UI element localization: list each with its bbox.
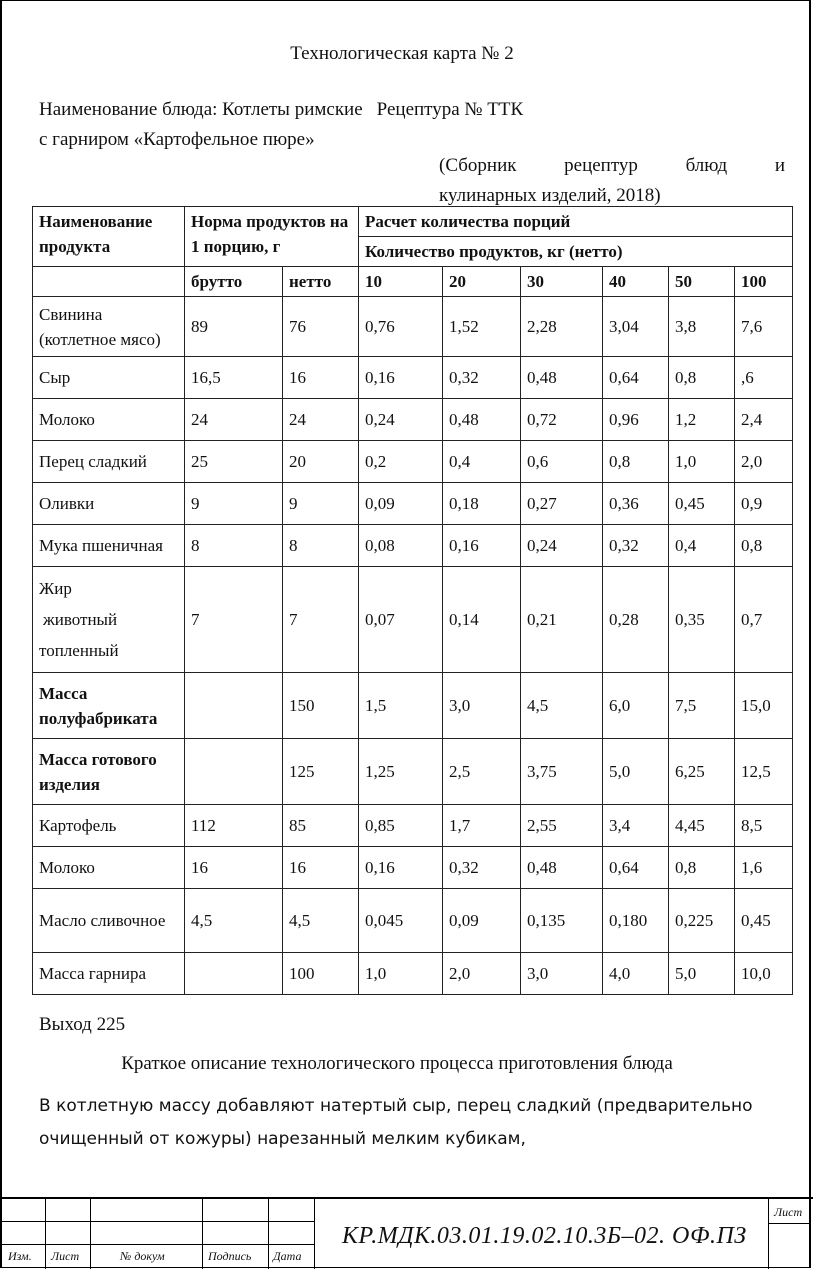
table-row (33, 525, 793, 567)
qty-40: 5,0 (603, 739, 669, 805)
header-calc: Расчет количества порций (359, 207, 793, 237)
table-row (33, 953, 793, 995)
qty-50: 0,35 (669, 567, 735, 673)
brutto-value: 4,5 (185, 889, 283, 953)
table-row (33, 889, 793, 953)
qty-30: 4,5 (521, 673, 603, 739)
product-name: Масло сливочное (33, 889, 185, 953)
qty-50: 1,2 (669, 399, 735, 441)
header-portion-30: 30 (521, 267, 603, 297)
product-name: Свинина (котлетное мясо) (33, 297, 185, 357)
qty-100: 15,0 (735, 673, 793, 739)
qty-30: 3,0 (521, 953, 603, 995)
recipe-number: Рецептура № ТТК (376, 99, 524, 120)
header-empty (33, 267, 185, 297)
recipe-source (439, 151, 785, 211)
qty-50: 0,225 (669, 889, 735, 953)
qty-20: 2,5 (443, 739, 521, 805)
qty-40: 0,32 (603, 525, 669, 567)
qty-40: 4,0 (603, 953, 669, 995)
qty-20: 2,0 (443, 953, 521, 995)
netto-value: 24 (283, 399, 359, 441)
brutto-value: 8 (185, 525, 283, 567)
brutto-value: 25 (185, 441, 283, 483)
qty-50: 5,0 (669, 953, 735, 995)
qty-30: 2,55 (521, 805, 603, 847)
qty-50: 0,8 (669, 357, 735, 399)
qty-40: 0,28 (603, 567, 669, 673)
qty-100: 8,5 (735, 805, 793, 847)
page-title: Технологическая карта № 2 (290, 43, 514, 64)
brutto-value: 16 (185, 847, 283, 889)
qty-10: 0,85 (359, 805, 443, 847)
product-name: Масса готового изделия (33, 739, 185, 805)
product-name-line-1: Жир (39, 579, 72, 598)
header-portion-20: 20 (443, 267, 521, 297)
qty-20: 0,09 (443, 889, 521, 953)
qty-10: 0,2 (359, 441, 443, 483)
qty-20: 0,32 (443, 357, 521, 399)
product-name: Перец сладкий (33, 441, 185, 483)
netto-value: 85 (283, 805, 359, 847)
ingredients-table (32, 206, 793, 995)
document-code: КР.МДК.03.01.19.02.10.3Б–02. ОФ.ПЗ (342, 1223, 747, 1249)
qty-10: 0,76 (359, 297, 443, 357)
qty-20: 0,4 (443, 441, 521, 483)
product-name: Молоко (33, 399, 185, 441)
netto-value: 8 (283, 525, 359, 567)
product-name: Масса полуфабриката (33, 673, 185, 739)
qty-10: 0,16 (359, 357, 443, 399)
qty-30: 0,135 (521, 889, 603, 953)
qty-40: 6,0 (603, 673, 669, 739)
stamp-izm-label: Изм. (8, 1249, 32, 1263)
qty-10: 1,25 (359, 739, 443, 805)
qty-30: 0,21 (521, 567, 603, 673)
qty-50: 0,45 (669, 483, 735, 525)
header-portion-100: 100 (735, 267, 793, 297)
qty-20: 0,48 (443, 399, 521, 441)
qty-30: 0,48 (521, 357, 603, 399)
header-norm: Норма продуктов на 1 порцию, г (185, 207, 359, 267)
table-row (33, 357, 793, 399)
qty-100: 0,9 (735, 483, 793, 525)
qty-10: 0,16 (359, 847, 443, 889)
source-line-2: кулинарных изделий, 2018) (439, 185, 661, 206)
table-row (33, 399, 793, 441)
table-row (33, 805, 793, 847)
dish-garnish: с гарниром «Картофельное пюре» (39, 129, 315, 150)
product-name (33, 567, 185, 673)
qty-10: 0,045 (359, 889, 443, 953)
qty-30: 3,75 (521, 739, 603, 805)
brutto-value: 24 (185, 399, 283, 441)
qty-30: 0,72 (521, 399, 603, 441)
qty-40: 0,64 (603, 357, 669, 399)
product-name: Сыр (33, 357, 185, 399)
qty-20: 0,32 (443, 847, 521, 889)
qty-40: 0,96 (603, 399, 669, 441)
product-name: Масса гарнира (33, 953, 185, 995)
netto-value: 16 (283, 357, 359, 399)
qty-30: 0,24 (521, 525, 603, 567)
qty-10: 1,5 (359, 673, 443, 739)
table-row (33, 441, 793, 483)
qty-40: 3,04 (603, 297, 669, 357)
yield-output: Выход 225 (39, 1014, 126, 1035)
qty-10: 0,08 (359, 525, 443, 567)
qty-50: 0,8 (669, 847, 735, 889)
qty-20: 0,16 (443, 525, 521, 567)
product-name: Молоко (33, 847, 185, 889)
qty-10: 1,0 (359, 953, 443, 995)
qty-20: 1,52 (443, 297, 521, 357)
stamp-list-label: Лист (51, 1249, 80, 1263)
header-quantity: Количество продуктов, кг (нетто) (359, 237, 793, 267)
product-name-line-2: животный (43, 610, 118, 629)
brutto-value: 9 (185, 483, 283, 525)
source-line-1: (Сборник рецептур блюд и (439, 155, 785, 176)
qty-100: 0,45 (735, 889, 793, 953)
netto-value: 76 (283, 297, 359, 357)
qty-50: 1,0 (669, 441, 735, 483)
header-portion-10: 10 (359, 267, 443, 297)
qty-50: 4,45 (669, 805, 735, 847)
stamp-sheet-label: Лист (774, 1205, 803, 1219)
qty-20: 3,0 (443, 673, 521, 739)
netto-value: 16 (283, 847, 359, 889)
qty-40: 0,36 (603, 483, 669, 525)
qty-20: 1,7 (443, 805, 521, 847)
table-row (33, 673, 793, 739)
product-name-line-3: топленный (39, 641, 119, 660)
dish-name (39, 95, 523, 155)
netto-value: 7 (283, 567, 359, 673)
qty-50: 7,5 (669, 673, 735, 739)
qty-50: 3,8 (669, 297, 735, 357)
qty-100: 0,7 (735, 567, 793, 673)
header-product-name: Наименование продукта (33, 207, 185, 267)
qty-100: 12,5 (735, 739, 793, 805)
header-portion-40: 40 (603, 267, 669, 297)
table-row (33, 847, 793, 889)
netto-value: 4,5 (283, 889, 359, 953)
qty-100: 2,0 (735, 441, 793, 483)
qty-100: 0,8 (735, 525, 793, 567)
qty-30: 0,27 (521, 483, 603, 525)
table-row (33, 297, 793, 357)
table-row (33, 739, 793, 805)
stamp-doc-label: № докум (120, 1249, 165, 1263)
qty-50: 6,25 (669, 739, 735, 805)
qty-100: 2,4 (735, 399, 793, 441)
product-name: Мука пшеничная (33, 525, 185, 567)
qty-10: 0,09 (359, 483, 443, 525)
header-portion-50: 50 (669, 267, 735, 297)
qty-10: 0,07 (359, 567, 443, 673)
qty-100: 7,6 (735, 297, 793, 357)
table-row (33, 567, 793, 673)
brutto-value: 112 (185, 805, 283, 847)
netto-value: 9 (283, 483, 359, 525)
qty-40: 3,4 (603, 805, 669, 847)
netto-value: 125 (283, 739, 359, 805)
stamp-date-label: Дата (273, 1249, 302, 1263)
qty-40: 0,64 (603, 847, 669, 889)
brutto-value: 89 (185, 297, 283, 357)
brutto-value (185, 673, 283, 739)
qty-100: ,6 (735, 357, 793, 399)
qty-20: 0,18 (443, 483, 521, 525)
qty-30: 2,28 (521, 297, 603, 357)
qty-30: 0,48 (521, 847, 603, 889)
qty-20: 0,14 (443, 567, 521, 673)
stamp-sign-label: Подпись (208, 1249, 252, 1263)
title-block (2, 1197, 813, 1271)
qty-100: 10,0 (735, 953, 793, 995)
brutto-value (185, 953, 283, 995)
netto-value: 150 (283, 673, 359, 739)
netto-value: 20 (283, 441, 359, 483)
qty-100: 1,6 (735, 847, 793, 889)
header-brutto: брутто (185, 267, 283, 297)
process-description-title: Краткое описание технологического процесса приготовления блюда (121, 1053, 673, 1074)
table-row (33, 483, 793, 525)
netto-value: 100 (283, 953, 359, 995)
header-netto: нетто (283, 267, 359, 297)
brutto-value (185, 739, 283, 805)
product-name: Картофель (33, 805, 185, 847)
process-description-text: В котлетную массу добавляют натертый сыр, перец сладкий (предварительно очищенный от кожуры) нарезанный мелким кубикам, (39, 1096, 753, 1149)
brutto-value: 7 (185, 567, 283, 673)
qty-40: 0,8 (603, 441, 669, 483)
qty-40: 0,180 (603, 889, 669, 953)
product-name: Оливки (33, 483, 185, 525)
dish-name-label: Наименование блюда: Котлеты римские (39, 99, 363, 120)
brutto-value: 16,5 (185, 357, 283, 399)
qty-50: 0,4 (669, 525, 735, 567)
qty-10: 0,24 (359, 399, 443, 441)
qty-30: 0,6 (521, 441, 603, 483)
